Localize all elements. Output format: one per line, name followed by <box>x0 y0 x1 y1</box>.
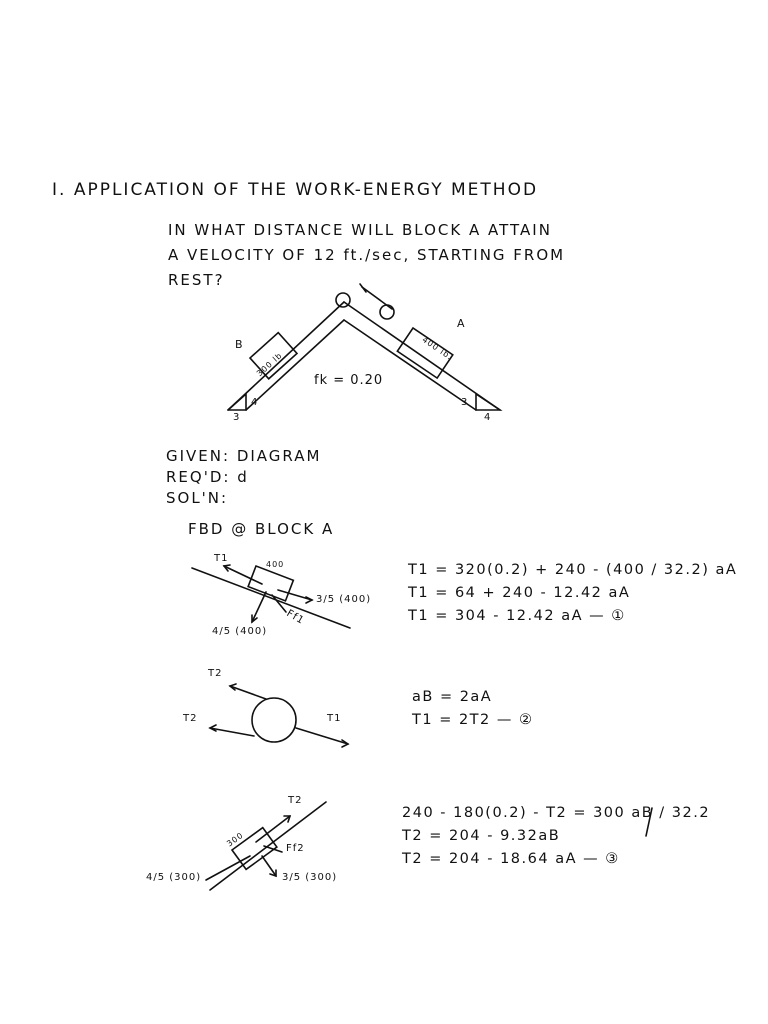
fbd1-block <box>248 566 293 601</box>
fbd3-friction-label: Ff2 <box>286 843 305 854</box>
eq1-line-1: T1 = 320(0.2) + 240 - (400 / 32.2) aA <box>408 562 738 578</box>
left-slope-triangle <box>228 394 246 410</box>
second-pulley <box>380 305 394 319</box>
block-b-weight: 300 lb <box>254 350 285 379</box>
given-block <box>166 446 321 509</box>
fbd3-parallel-label: 3/5 (300) <box>282 872 338 883</box>
pulley-t1-right-label: T1 <box>327 713 342 724</box>
problem-line-1: IN WHAT DISTANCE WILL BLOCK A ATTAIN <box>168 221 552 239</box>
top-pulley <box>336 293 350 307</box>
right-slope-rise: 3 <box>461 397 469 408</box>
fbd1-parallel-arrow <box>278 590 312 600</box>
pulley-t2-top-label: T2 <box>208 668 223 679</box>
incline-diagram <box>228 284 500 410</box>
equation-set-1 <box>408 559 737 628</box>
pulley-circle <box>252 698 296 742</box>
pulley-t2-top-arrow <box>230 686 266 699</box>
equation-set-2 <box>412 686 533 732</box>
fbd3-friction-arrow <box>264 846 282 852</box>
fbd1-parallel-label: 3/5 (400) <box>316 594 372 605</box>
right-slope-triangle <box>476 394 500 410</box>
pulley-t2-left-arrow <box>210 728 254 736</box>
eq3-line-2: T2 = 204 - 9.32aB <box>402 828 561 844</box>
fbd1-weight-label: 400 <box>266 560 285 569</box>
problem-line-3: REST? <box>168 271 225 289</box>
fbd1-normal-label: 4/5 (400) <box>212 626 268 637</box>
given-line: GIVEN: DIAGRAM <box>166 447 322 465</box>
fbd1-friction-label: Ff1 <box>284 608 307 627</box>
fbd3-parallel-arrow <box>262 856 276 876</box>
pulley-t1-right-arrow <box>296 728 348 744</box>
eq1-line-2: T1 = 64 + 240 - 12.42 aA <box>408 585 631 601</box>
fbd1-t1-arrow <box>224 566 262 584</box>
fbd3-normal-label: 4/5 (300) <box>146 872 202 883</box>
friction-coefficient: fk = 0.20 <box>314 373 384 388</box>
fbd3-t2-label: T2 <box>288 795 303 806</box>
reqd-line: REQ'D: d <box>166 468 249 486</box>
fbd3-weight-label: 300 <box>225 830 246 849</box>
fbd1-normal-arrow <box>252 592 266 622</box>
fbd1-t1-label: T1 <box>214 553 229 564</box>
block-a-label: A <box>457 317 466 330</box>
equation-set-3 <box>402 802 710 871</box>
pulley-t2-left-label: T2 <box>183 713 198 724</box>
left-slope-run: 3 <box>233 412 241 423</box>
eq3-line-3: T2 = 204 - 18.64 aA — ③ <box>402 851 620 867</box>
soln-line: SOL'N: <box>166 489 229 507</box>
fbd-title: FBD @ BLOCK A <box>188 520 335 538</box>
block-b-label: B <box>235 338 244 351</box>
block-a-weight: 400 lb. <box>420 335 455 362</box>
section-title: I. APPLICATION OF THE WORK-ENERGY METHOD <box>52 180 539 200</box>
eq2-line-2: T1 = 2T2 — ② <box>412 712 534 728</box>
left-slope-rise: 4 <box>251 397 259 408</box>
eq1-line-3: T1 = 304 - 12.42 aA — ① <box>408 608 626 624</box>
right-slope-run: 4 <box>484 412 492 423</box>
eq3-line-1: 240 - 180(0.2) - T2 = 300 aB / 32.2 <box>402 805 711 821</box>
eq2-line-1: aB = 2aA <box>412 689 493 705</box>
problem-line-2: A VELOCITY OF 12 ft./sec, STARTING FROM <box>168 246 566 264</box>
